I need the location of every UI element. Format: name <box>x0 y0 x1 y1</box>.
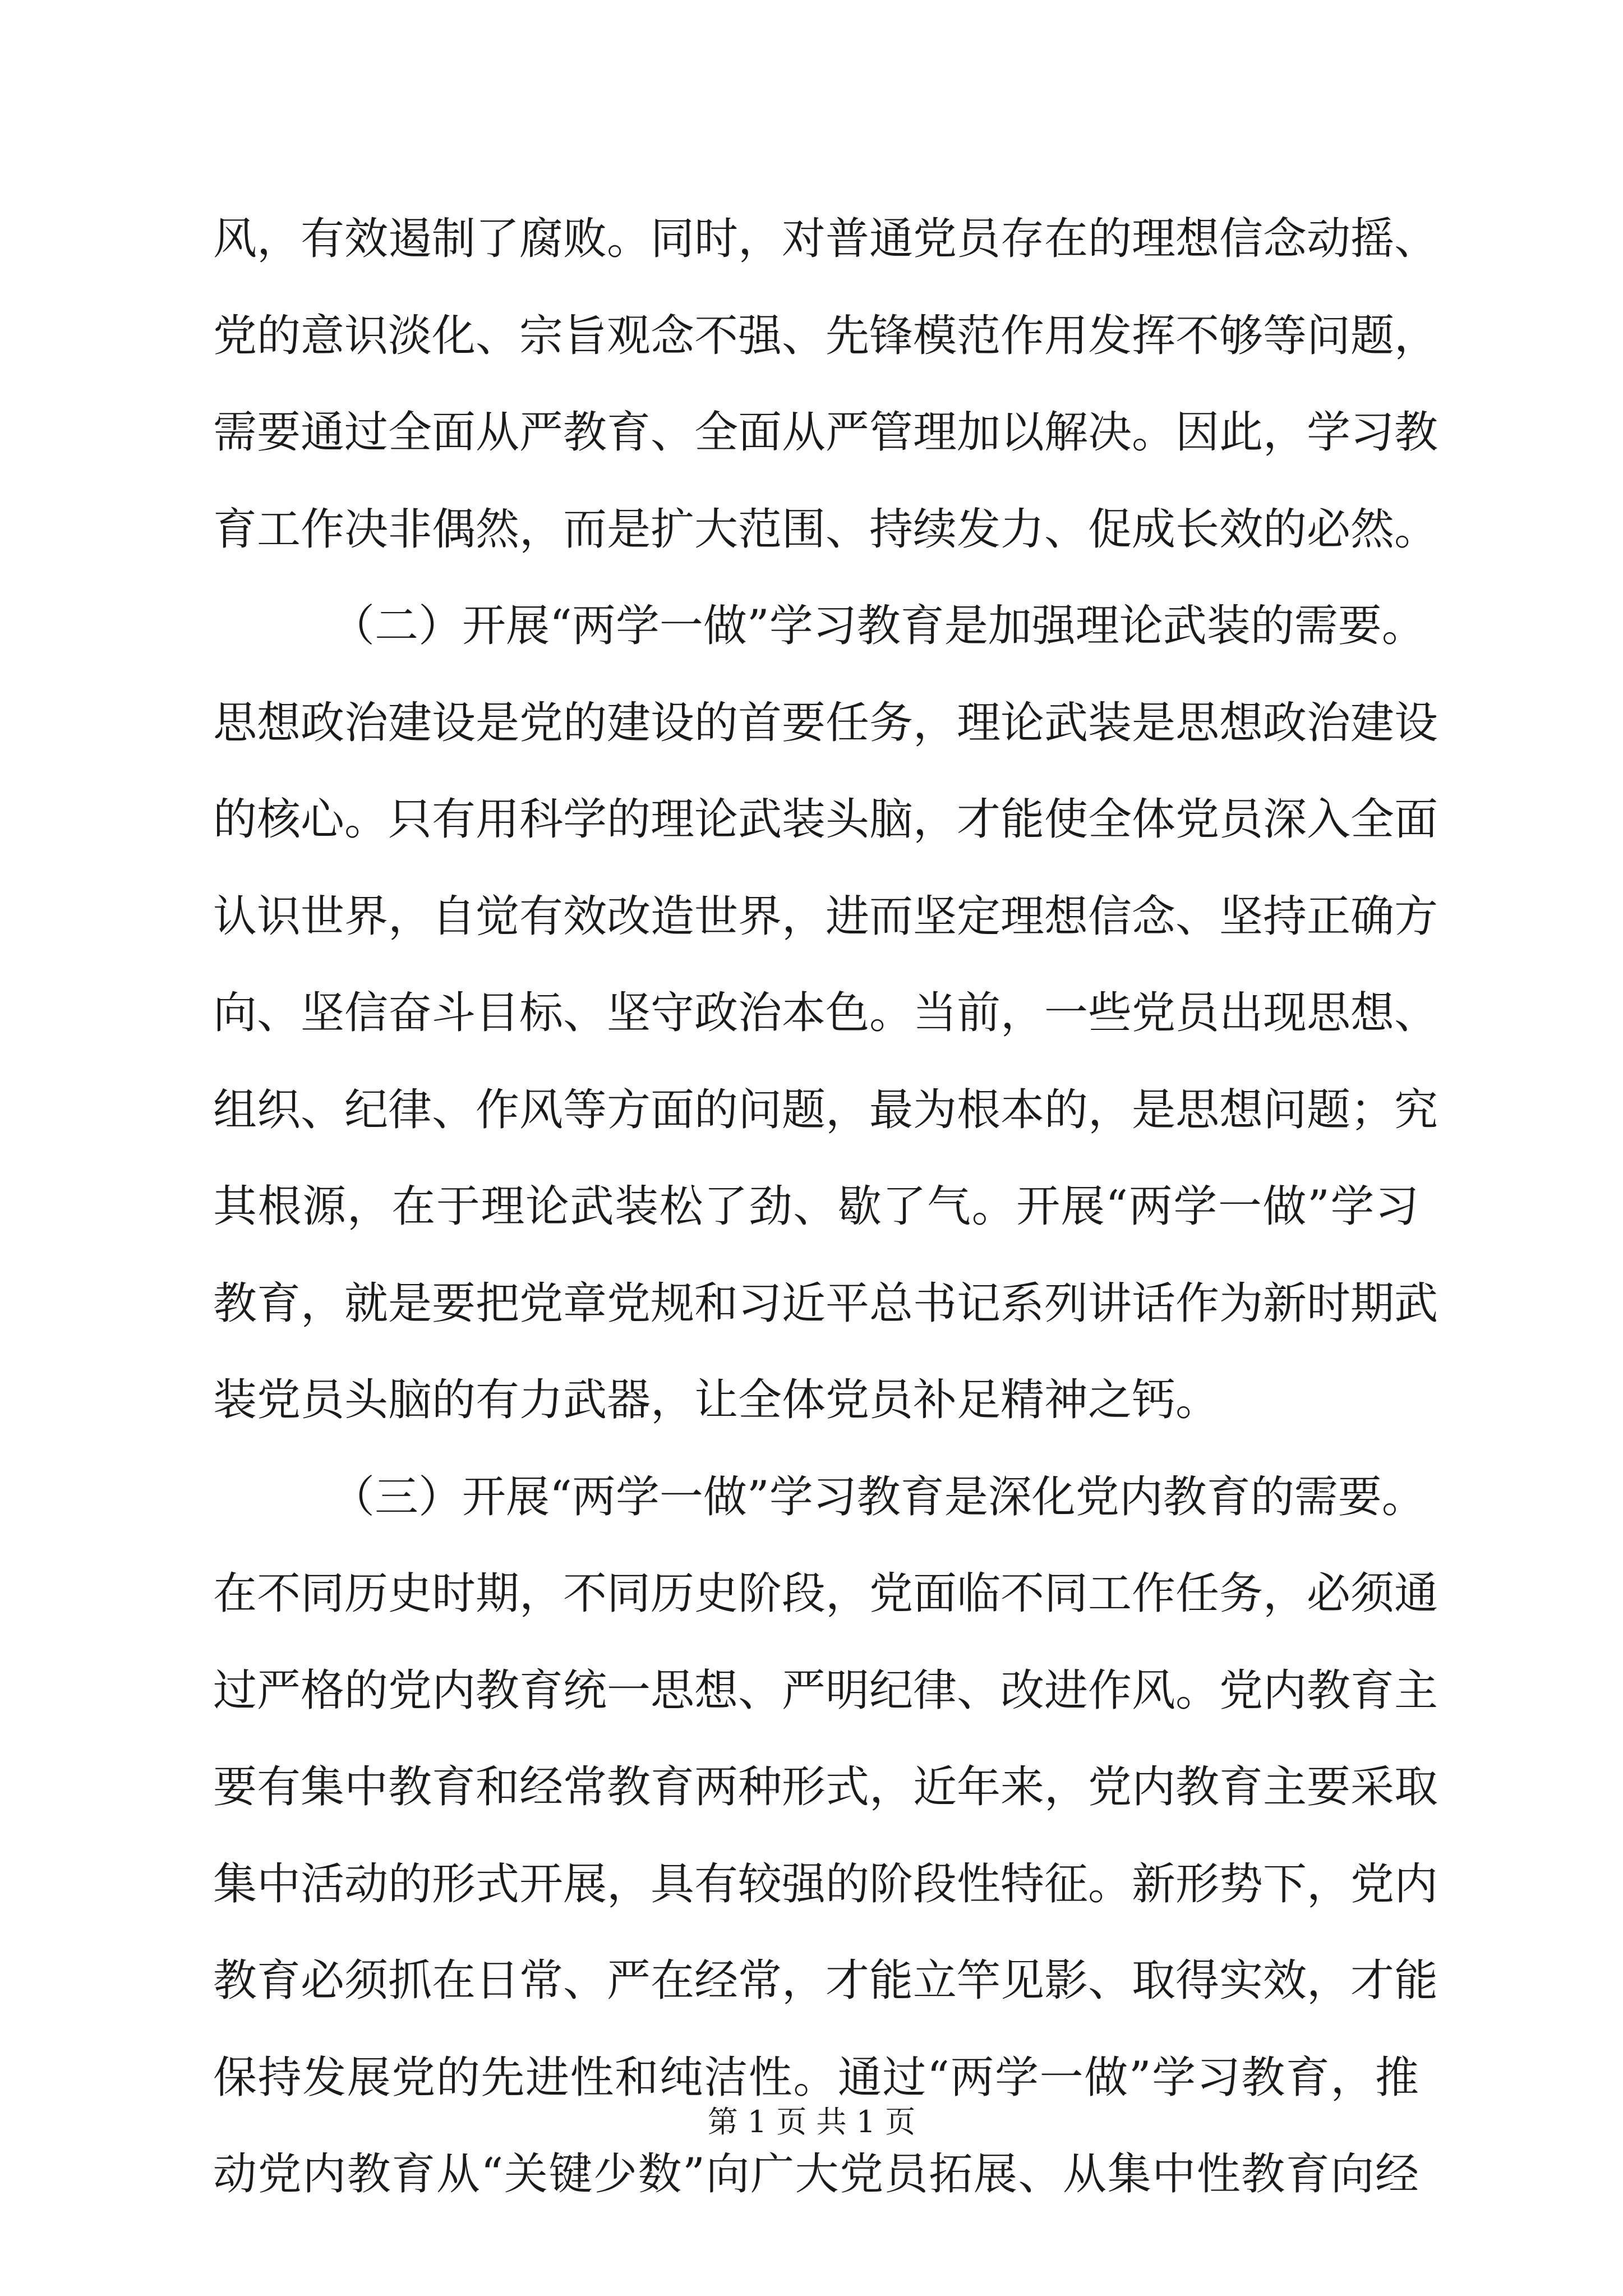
text-line: 的核心。只有用科学的理论武装头脑，才能使全体党员深入全面 <box>213 794 1438 845</box>
text-line: 思想政治建设是党的建设的首要任务，理论武装是思想政治建设 <box>213 697 1438 748</box>
text-line: 保持发展党的先进性和纯洁性。通过“两学一做”学习教育，推 <box>213 2052 1419 2103</box>
text-line: 其根源，在于理论武装松了劲、歇了气。开展“两学一做”学习 <box>213 1181 1419 1232</box>
text-line: 育工作决非偶然，而是扩大范围、持续发力、促成长效的必然。 <box>213 504 1438 555</box>
text-line: 需要通过全面从严教育、全面从严管理加以解决。因此，学习教 <box>213 407 1438 458</box>
page-footer: 第 1 页 共 1 页 <box>707 2104 916 2139</box>
section-heading-2: （二）开展“两学一做”学习教育是加强理论武装的需要。 <box>331 601 1426 651</box>
text-line: 要有集中教育和经常教育两种形式，近年来，党内教育主要采取 <box>213 1762 1438 1812</box>
document-body <box>213 191 1438 2223</box>
text-line: 教育，就是要把党章党规和习近平总书记系列讲话作为新时期武 <box>213 1278 1438 1329</box>
text-line: 在不同历史时期，不同历史阶段，党面临不同工作任务，必须通 <box>213 1568 1438 1619</box>
text-line: 过严格的党内教育统一思想、严明纪律、改进作风。党内教育主 <box>213 1665 1438 1716</box>
text-line: 向、坚信奋斗目标、坚守政治本色。当前，一些党员出现思想、 <box>213 988 1438 1038</box>
text-line: 组织、纪律、作风等方面的问题，最为根本的，是思想问题；究 <box>213 1084 1438 1135</box>
text-line: 党的意识淡化、宗旨观念不强、先锋模范作用发挥不够等问题， <box>213 310 1438 361</box>
text-line: 风，有效遏制了腐败。同时，对普通党员存在的理想信念动摇、 <box>213 214 1438 264</box>
text-line: 动党内教育从“关键少数”向广大党员拓展、从集中性教育向经 <box>213 2149 1419 2200</box>
text-line: 教育必须抓在日常、严在经常，才能立竿见影、取得实效，才能 <box>213 1955 1438 2006</box>
text-line: 认识世界，自觉有效改造世界，进而坚定理想信念、坚持正确方 <box>213 891 1438 942</box>
section-heading-3: （三）开展“两学一做”学习教育是深化党内教育的需要。 <box>331 1471 1426 1522</box>
text-line: 装党员头脑的有力武器，让全体党员补足精神之钙。 <box>213 1375 1220 1425</box>
text-line: 集中活动的形式开展，具有较强的阶段性特征。新形势下，党内 <box>213 1858 1438 1910</box>
